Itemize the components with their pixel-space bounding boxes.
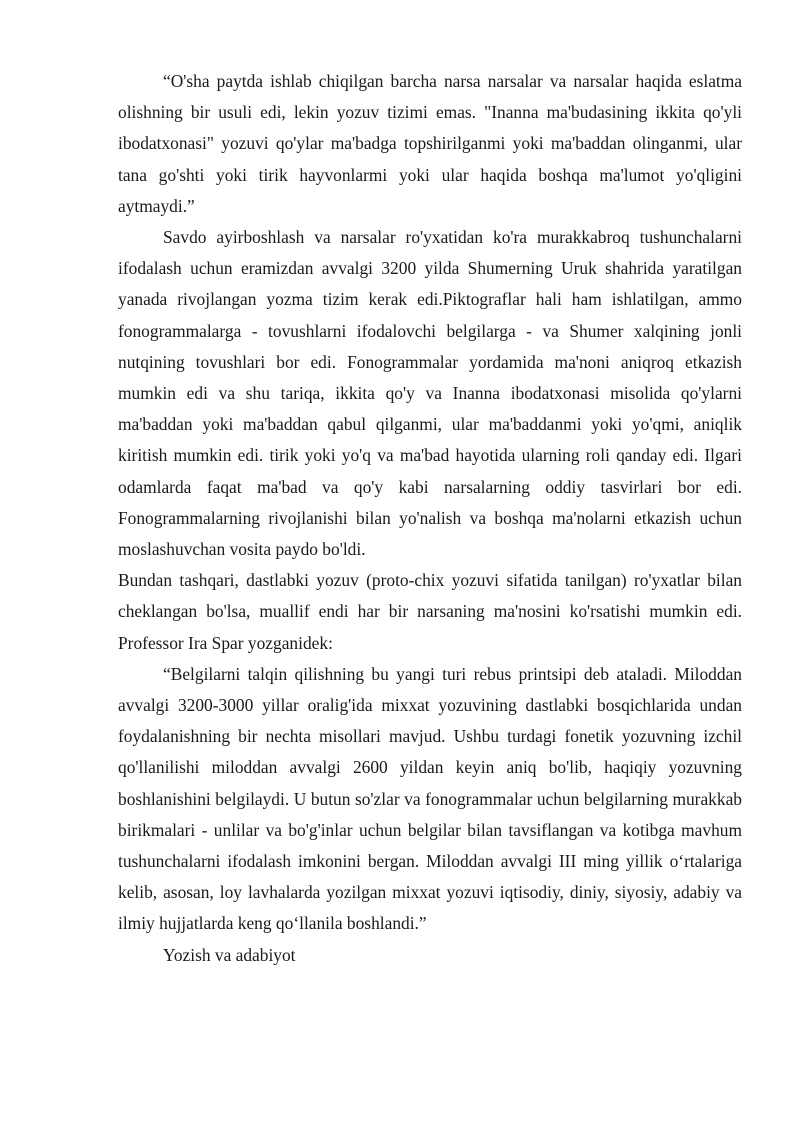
paragraph-quote-inanna: “O'sha paytda ishlab chiqilgan barcha narsa narsalar va narsalar haqida eslatma olishning bir usuli edi, lekin yozuv tizimi emas. "Inanna ma'budasining ikkita qo'yli ibodatxonasi" yozuvi qo'ylar ma'badga topshirilganmi yoki ma'baddan olinganmi, ular tana go'shti yoki tirik hayvonlarmi yoki ular haqida boshqa ma'lumot yo'qligini aytmaydi.”	[118, 71, 742, 216]
section-heading: Yozish va adabiyot	[163, 944, 296, 965]
paragraph-uruk-writing: Savdo ayirboshlash va narsalar ro'yxatidan ko'ra murakkabroq tushunchalarni ifodalash uchun eramizdan avvalgi 3200 yilda Shumerning Uruk shahrida yaratilgan yanada rivojlangan yozma tizim kerak edi.Piktograflar hali ham ishlatilgan, ammo fonogrammalarga - tovushlarni ifodalovchi belgilarga - va Shumer xalqining jonli nutqining tovushlari bor edi. Fonogrammalar yordamida ma'noni aniqroq etkazish mumkin edi va shu tariqa, ikkita qo'y va Inanna ibodatxonasi misolida qo'ylarni ma'baddan yoki ma'baddan qabul qilganmi, ular ma'baddanmi yoki yo'qmi, aniqlik kiritish mumkin edi. tirik yoki yo'q va ma'bad hayotida ularning roli qanday edi. Ilgari odamlarda faqat ma'bad va qo'y kabi narsalarning oddiy tasvirlari bor edi. Fonogrammalarning rivojlanishi bilan yo'nalish va boshqa ma'nolarni etkazish uchun moslashuvchan vosita paydo bo'ldi.	[118, 227, 742, 560]
document-page	[118, 66, 742, 971]
paragraph-quote-rebus: “Belgilarni talqin qilishning bu yangi turi rebus printsipi deb ataladi. Miloddan avvalgi 3200-3000 yillar oralig'ida mixxat yozuvining dastlabki bosqichlarida undan foydalanishning bir nechta misollari mavjud. Ushbu turdagi fonetik yozuvning izchil qo'llanilishi miloddan avvalgi 2600 yildan keyin aniq bo'lib, haqiqiy yozuvning boshlanishini belgilaydi. U butun so'zlar va fonogrammalar uchun belgilarning murakkab birikmalari - unlilar va bo'g'inlar uchun belgilar bilan tavsiflangan va kotibga mavhum tushunchalarni ifodalash imkonini bergan. Miloddan avvalgi III ming yillik o‘rtalariga kelib, asosan, loy lavhalarda yozilgan mixxat yozuvi iqtisodiy, diniy, siyosiy, adabiy va ilmiy hujjatlarda keng qo‘llanila boshlandi.”	[118, 663, 742, 934]
paragraph-proto-cuneiform: Bundan tashqari, dastlabki yozuv (proto-chix yozuvi sifatida tanilgan) ro'yxatlar bilan cheklangan bo'lsa, muallif endi har bir narsaning ma'nosini ko'rsatishi mumkin edi. Professor Ira Spar yozganidek:	[118, 570, 742, 653]
